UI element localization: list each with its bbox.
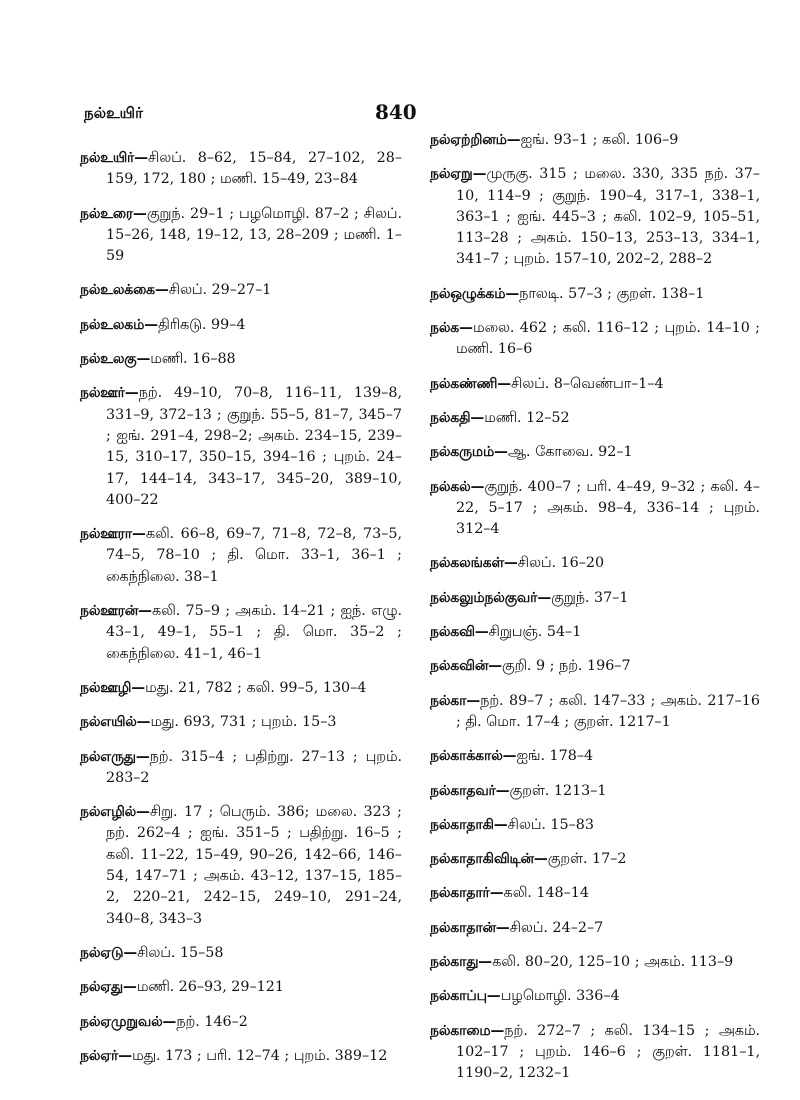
entry-references: குறி. 9 ; நற். 196–7	[502, 658, 631, 675]
entry-headword: நல்உயிர்—	[80, 150, 148, 166]
entry-references: சிலப். 24–2–7	[509, 919, 604, 936]
entry-headword: நல்காதாகிவிடின்—	[430, 851, 548, 868]
entry-references: நற். 146–2	[176, 1013, 248, 1030]
entry-references: நற். 89–7 ; கலி. 147–33 ; அகம். 217–16 ; தி. மொ. 17–4 ; குறள். 1217–1	[456, 692, 760, 730]
entry-headword: நல்ஊரா—	[80, 526, 146, 543]
index-entry	[430, 284, 760, 305]
entry-headword: நல்ஏற்றினம்—	[430, 132, 521, 148]
entry-references: சிலப். 15–83	[507, 816, 594, 833]
index-entry	[80, 1012, 402, 1033]
index-entry	[430, 781, 760, 802]
entry-headword: நல்எயில்—	[80, 714, 151, 731]
index-entry	[430, 746, 760, 767]
entry-headword: நல்கண்ணி—	[430, 375, 512, 392]
index-entry	[80, 601, 402, 665]
index-entry	[80, 712, 402, 733]
entry-headword: நல்ஒழுக்கம்—	[430, 285, 520, 302]
entry-references: கலி. 75–9 ; அகம். 14–21 ; ஐந். எழு. 43–1, 49–1, 55–1 ; தி. மொ. 35–2 ; கைந்நிலை. 41–1, 46–1	[106, 603, 402, 662]
entry-references: மணி. 26–93, 29–121	[136, 979, 284, 996]
entry-references: குறுந். 400–7 ; பரி. 4–49, 9–32 ; கலி. 4–22, 5–17 ; அகம். 98–4, 336–14 ; புறம். 312–4	[456, 478, 760, 538]
index-entry	[430, 477, 760, 541]
entry-references: சிலப். 8–62, 15–84, 27–102, 28–159, 172, 180 ; மணி. 15–49, 23–84	[106, 150, 402, 188]
entry-references: குறுந். 29–1 ; பழமொழி. 87–2 ; சிலப். 15–26, 148, 19–12, 13, 28–209 ; மணி. 1–59	[106, 205, 402, 265]
entry-references: சிறுபஞ். 54–1	[488, 624, 582, 641]
index-entry	[80, 943, 402, 964]
entry-references: கலி. 148–14	[503, 885, 589, 902]
index-entry	[430, 408, 760, 429]
entry-headword: நல்காப்பு—	[430, 988, 501, 1005]
entry-references: சிலப். 15–58	[137, 944, 224, 961]
entry-references: முருகு. 315 ; மலை. 330, 335 நற். 37–10, 114–9 ; குறுந். 190–4, 317–1, 338–1, 363–1 ; ஐங். 445–3 ; கலி. 102–9, 105–51, 113–28 ; அகம். 150–13, 253–13, 334–1, 341–7 ; புறம். 157–10, 202–2, 288–2	[456, 166, 760, 268]
index-entry	[430, 883, 760, 904]
entry-references: மணி. 16–88	[150, 351, 236, 368]
entry-headword: நல்கல்—	[430, 478, 485, 495]
entry-headword: நல்கா—	[430, 692, 481, 709]
entry-headword: நல்க—	[430, 320, 473, 337]
entry-references: ஐங். 178–4	[516, 748, 594, 765]
entry-headword: நல்ஊர்—	[80, 385, 139, 402]
entry-headword: நல்உலகு—	[80, 351, 151, 368]
index-entry	[80, 383, 402, 511]
index-entry	[80, 802, 402, 930]
index-entry	[430, 164, 760, 270]
entry-references: கலி. 66–8, 69–7, 71–8, 72–8, 73–5, 74–5, 78–10 ; தி. மொ. 33–1, 36–1 ; கைந்நிலை. 38–1	[106, 526, 402, 585]
index-entry	[430, 918, 760, 939]
entry-references: பழமொழி. 336–4	[500, 988, 620, 1005]
entry-headword: நல்ஊரன்—	[80, 603, 152, 620]
index-entry	[80, 315, 402, 336]
entry-references: ஐங். 93–1 ; கலி. 106–9	[520, 132, 679, 148]
entry-headword: நல்காதான்—	[430, 919, 510, 936]
index-entry	[430, 622, 760, 643]
entry-references: கலி. 80–20, 125–10 ; அகம். 113–9	[492, 954, 734, 971]
index-entry	[430, 952, 760, 973]
entry-references: நாலடி. 57–3 ; குறள். 138–1	[519, 285, 705, 302]
entry-references: மது. 21, 782 ; கலி. 99–5, 130–4	[145, 679, 367, 696]
index-entry	[80, 678, 402, 699]
index-entry	[80, 524, 402, 588]
entry-references: சிலப். 16–20	[517, 555, 605, 572]
entry-references: சிறு. 17 ; பெரும். 386; மலை. 323 ; நற். 262–4 ; ஐங். 351–5 ; பதிற்று. 16–5 ; கலி. 11–22, 15–49, 90–26, 142–66, 146–54, 147–71 ; அகம். 43–12, 137–15, 185–2, 220–21, 242–15, 249–10, 291–24, 340–8, 343–3	[106, 804, 402, 927]
entry-headword: நல்கவின்—	[430, 658, 503, 675]
index-entry	[80, 977, 402, 998]
index-entry	[80, 280, 402, 301]
page-number: 840	[374, 100, 417, 124]
entry-headword: நல்கதி—	[430, 409, 485, 426]
entry-headword: நல்காது—	[430, 954, 493, 971]
entry-references: குறுந். 37–1	[551, 589, 629, 606]
entry-references: மது. 173 ; பரி. 12–74 ; புறம். 389–12	[132, 1047, 388, 1064]
entry-headword: நல்கவி—	[430, 624, 489, 641]
entry-headword: நல்ஏமுறுவல்—	[80, 1013, 177, 1030]
entry-headword: நல்கருமம்—	[430, 444, 508, 461]
index-entry	[430, 656, 760, 677]
running-head: நல்உயிர்	[84, 104, 143, 122]
entry-headword: நல்காதவர்—	[430, 782, 510, 799]
entry-headword: நல்கலங்கள்—	[430, 555, 518, 572]
right-column	[430, 130, 760, 1098]
index-entry	[430, 553, 760, 574]
entry-headword: நல்ஏர்—	[80, 1047, 133, 1064]
index-entry	[430, 691, 760, 734]
entry-references: சிலப். 8–வெண்பா–1–4	[511, 375, 664, 392]
index-entry	[80, 349, 402, 370]
entry-references: நற். 272–7 ; கலி. 134–15 ; அகம். 102–17 ; புறம். 146–6 ; குறள். 1181–1, 1190–2, 1232–1	[456, 1022, 760, 1082]
entry-references: சிலப். 29–27–1	[168, 282, 272, 299]
index-entry	[80, 148, 402, 191]
index-entry	[430, 588, 760, 609]
left-column	[80, 148, 402, 1080]
entry-references: ஆ. கோவை. 92–1	[507, 444, 633, 461]
entry-headword: நல்எருது—	[80, 748, 150, 765]
index-entry	[430, 1021, 760, 1085]
entry-headword: நல்கலும்நல்குவர்—	[430, 589, 552, 606]
index-entry	[430, 130, 760, 151]
index-entry	[430, 815, 760, 836]
entry-references: குறள். 1213–1	[509, 782, 607, 799]
entry-headword: நல்உரை—	[80, 205, 147, 222]
entry-headword: நல்எழில்—	[80, 804, 150, 821]
entry-references: நற். 315–4 ; பதிற்று. 27–13 ; புறம். 283–2	[106, 748, 402, 786]
index-entry	[430, 986, 760, 1007]
index-entry	[430, 374, 760, 395]
entry-headword: நல்ஏது—	[80, 979, 137, 996]
entry-headword: நல்ஏடு—	[80, 944, 138, 961]
entry-headword: நல்உலகம்—	[80, 316, 158, 333]
entry-references: மணி. 12–52	[484, 409, 570, 426]
index-entry	[430, 318, 760, 361]
entry-headword: நல்காமை—	[430, 1022, 505, 1039]
entry-headword: நல்காதார்—	[430, 885, 504, 902]
entry-headword: நல்காதாகி—	[430, 816, 508, 833]
entry-references: நற். 49–10, 70–8, 116–11, 139–8, 331–9, 372–13 ; குறுந். 55–5, 81–7, 345–7 ; ஐங். 291–4, 298–2; அகம். 234–15, 239–15, 310–17, 350–15, 394–16 ; புறம். 24–17, 144–14, 343–17, 345–20, 389–10, 400–22	[106, 385, 402, 508]
entry-references: மது. 693, 731 ; புறம். 15–3	[150, 714, 337, 731]
entry-references: மலை. 462 ; கலி. 116–12 ; புறம். 14–10 ; மணி. 16–6	[456, 320, 760, 358]
index-entry	[80, 747, 402, 790]
entry-headword: நல்ஊழி—	[80, 679, 146, 696]
index-entry	[430, 849, 760, 870]
entry-references: குறள். 17–2	[547, 851, 627, 868]
entry-headword: நல்ஏறு—	[430, 166, 487, 183]
index-entry	[80, 1046, 402, 1067]
entry-headword: நல்காக்கால்—	[430, 748, 517, 765]
index-entry	[430, 442, 760, 463]
index-entry	[80, 204, 402, 268]
entry-headword: நல்உலக்கை—	[80, 282, 169, 299]
entry-references: திரிகடு. 99–4	[158, 316, 246, 333]
